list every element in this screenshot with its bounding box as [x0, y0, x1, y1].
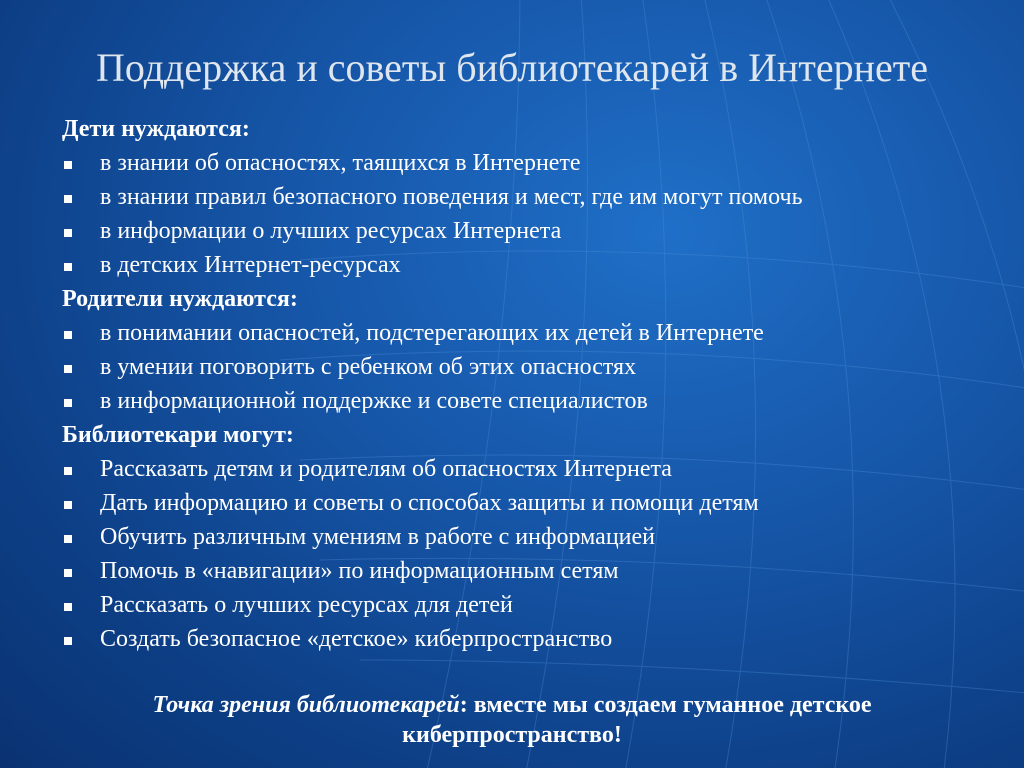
list-item-text: в знании об опасностях, таящихся в Интернете [100, 150, 581, 176]
square-bullet-icon [64, 161, 72, 169]
square-bullet-icon [64, 263, 72, 271]
section-heading-librarians: Библиотекари могут: [62, 422, 294, 448]
section-heading-parents: Родители нуждаются: [62, 286, 298, 312]
list-item-text: в знании правил безопасного поведения и мест, где им могут помочь [100, 184, 803, 210]
list-item [62, 554, 1002, 588]
list-item [62, 588, 1002, 622]
list-item-text: Рассказать детям и родителям об опасностях Интернета [100, 456, 672, 482]
square-bullet-icon [64, 467, 72, 475]
square-bullet-icon [64, 331, 72, 339]
list-item-text: в детских Интернет-ресурсах [100, 252, 401, 278]
list-item-text: в умении поговорить с ребенком об этих опасностях [100, 354, 637, 380]
list-item [62, 214, 1002, 248]
list-item-text: в информационной поддержке и совете специалистов [100, 388, 648, 414]
list-item-text: Обучить различным умениям в работе с информацией [100, 524, 655, 550]
list-item [62, 180, 1002, 214]
footer-text: вместе мы создаем гуманное детское киберпространство! [402, 692, 872, 748]
square-bullet-icon [64, 399, 72, 407]
list-item [62, 622, 1002, 656]
list-item [62, 146, 1002, 180]
list-item-text: в понимании опасностей, подстерегающих их детей в Интернете [100, 320, 764, 346]
square-bullet-icon [64, 637, 72, 645]
list-item [62, 350, 1002, 384]
list-item-text: Дать информацию и советы о способах защиты и помощи детям [100, 490, 759, 516]
square-bullet-icon [64, 195, 72, 203]
footer-lead: Точка зрения библиотекарей [152, 692, 460, 718]
list-item [62, 248, 1002, 282]
square-bullet-icon [64, 365, 72, 373]
section-heading-children: Дети нуждаются: [62, 116, 250, 142]
list-item-text: в информации о лучших ресурсах Интернета [100, 218, 562, 244]
list-item-text: Рассказать о лучших ресурсах для детей [100, 592, 513, 618]
square-bullet-icon [64, 603, 72, 611]
square-bullet-icon [64, 569, 72, 577]
square-bullet-icon [64, 229, 72, 237]
list-item [62, 316, 1002, 350]
page-title: Поддержка и советы библиотекарей в Интернете [95, 45, 929, 90]
square-bullet-icon [64, 535, 72, 543]
footer-separator: : [459, 692, 474, 718]
list-item [62, 452, 1002, 486]
list-item-text: Помочь в «навигации» по информационным сетям [100, 558, 619, 584]
list-item [62, 384, 1002, 418]
footer-statement [40, 690, 984, 750]
list-item [62, 486, 1002, 520]
list-item [62, 520, 1002, 554]
list-item-text: Создать безопасное «детское» киберпространство [100, 626, 613, 652]
content-body [62, 112, 1002, 656]
square-bullet-icon [64, 501, 72, 509]
